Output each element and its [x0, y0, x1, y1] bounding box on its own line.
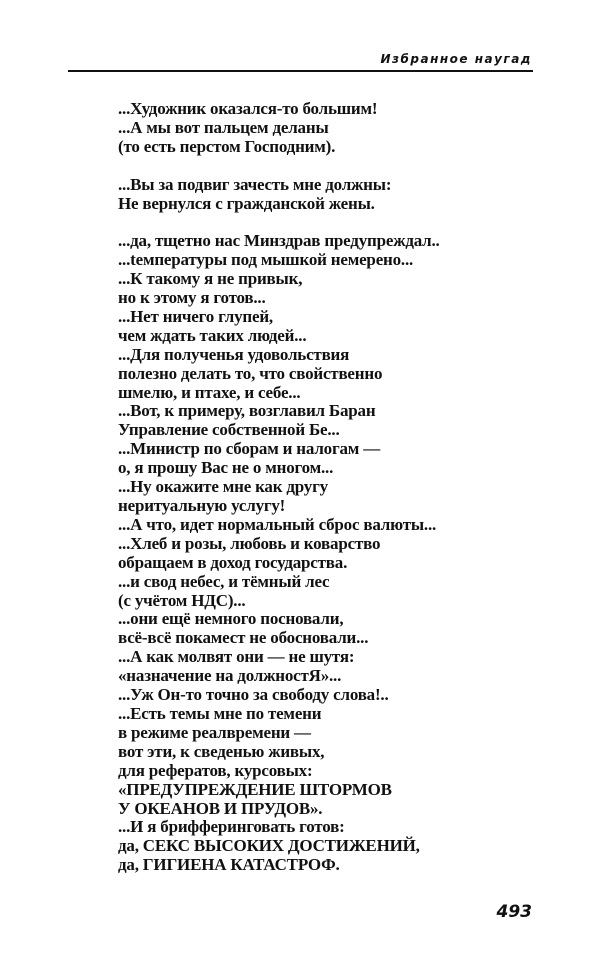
poem-line: «назначение на должностЯ»...: [118, 666, 342, 686]
poem-line: чем ждать таких людей...: [118, 325, 307, 345]
poem-line: ...Вот, к примеру, возглавил Баран: [118, 401, 376, 421]
poem-line: (то есть перстом Господним).: [118, 136, 336, 156]
poem-line: ...Вы за подвиг зачесть мне должны:: [118, 174, 392, 194]
page-number: 493: [496, 902, 532, 922]
poem-line: У ОКЕАНОВ И ПРУДОВ».: [118, 798, 323, 818]
poem-line: ...tемпературы под мышкой немерено...: [118, 250, 414, 270]
poem-line: вот эти, к сведенью живых,: [118, 741, 325, 761]
poem-line: ...Нет ничего глупей,: [118, 306, 273, 326]
poem-line: полезно делать то, что свойственно: [118, 363, 383, 383]
stanza: [118, 100, 440, 157]
poem-line: да, ГИГИЕНА КАТАСТРОФ.: [118, 855, 340, 875]
poem-line: всё-всё покамест не обосновали...: [118, 628, 369, 648]
stanza: [118, 176, 440, 214]
poem-line: ...они ещё немного посновали,: [118, 609, 344, 629]
poem-line: но к этому я готов...: [118, 288, 266, 308]
poem-line: ...Министр по сборам и налогам —: [118, 439, 381, 459]
poem-line: ...Уж Он-то точно за свободу слова!..: [118, 685, 389, 705]
poem-line: ...А мы вот пальцем деланы: [118, 117, 329, 137]
poem-line: «ПРЕДУПРЕЖДЕНИЕ ШТОРМОВ: [118, 779, 392, 799]
stanza: [118, 232, 440, 875]
poem-line: ...Хлеб и розы, любовь и коварство: [118, 533, 381, 553]
poem-line: ...Есть темы мне по темени: [118, 703, 322, 723]
poem-line: ...Ну окажите мне как другу: [118, 477, 328, 497]
poem-line: Управление собственной Бе...: [118, 420, 340, 440]
poem-line: ...Для полученья удовольствия: [118, 344, 350, 364]
poem-line: ...И я брифферинговать готов:: [118, 817, 345, 837]
poem-line: ...и свод небес, и тёмный лес: [118, 571, 330, 591]
poem-line: Не вернулся с гражданской жены.: [118, 193, 375, 213]
running-head: Избранное наугад: [380, 52, 532, 66]
poem-line: в режиме реалвремени —: [118, 722, 311, 742]
poem-line: ...да, тщетно нас Минздрав предупреждал..: [118, 231, 440, 251]
poem-line: обращаем в доход государства.: [118, 552, 348, 572]
poem-line: для рефератов, курсовых:: [118, 760, 313, 780]
poem-line: да, СЕКС ВЫСОКИХ ДОСТИЖЕНИЙ,: [118, 836, 420, 856]
poem-line: неритуальную услугу!: [118, 496, 286, 515]
poem-line: ...А как молвят они — не шутя:: [118, 647, 355, 667]
poem-body: [118, 100, 440, 894]
poem-line: ...Художник оказался-то большим!: [118, 99, 378, 118]
poem-line: ...К такому я не привык,: [118, 269, 303, 289]
poem-line: шмелю, и птахе, и себе...: [118, 382, 301, 402]
poem-line: ...А что, идет нормальный сброс валюты...: [118, 514, 437, 534]
header-rule: [68, 70, 533, 72]
poem-line: о, я прошу Вас не о многом...: [118, 458, 334, 478]
poem-line: (с учётом НДС)...: [118, 590, 246, 610]
